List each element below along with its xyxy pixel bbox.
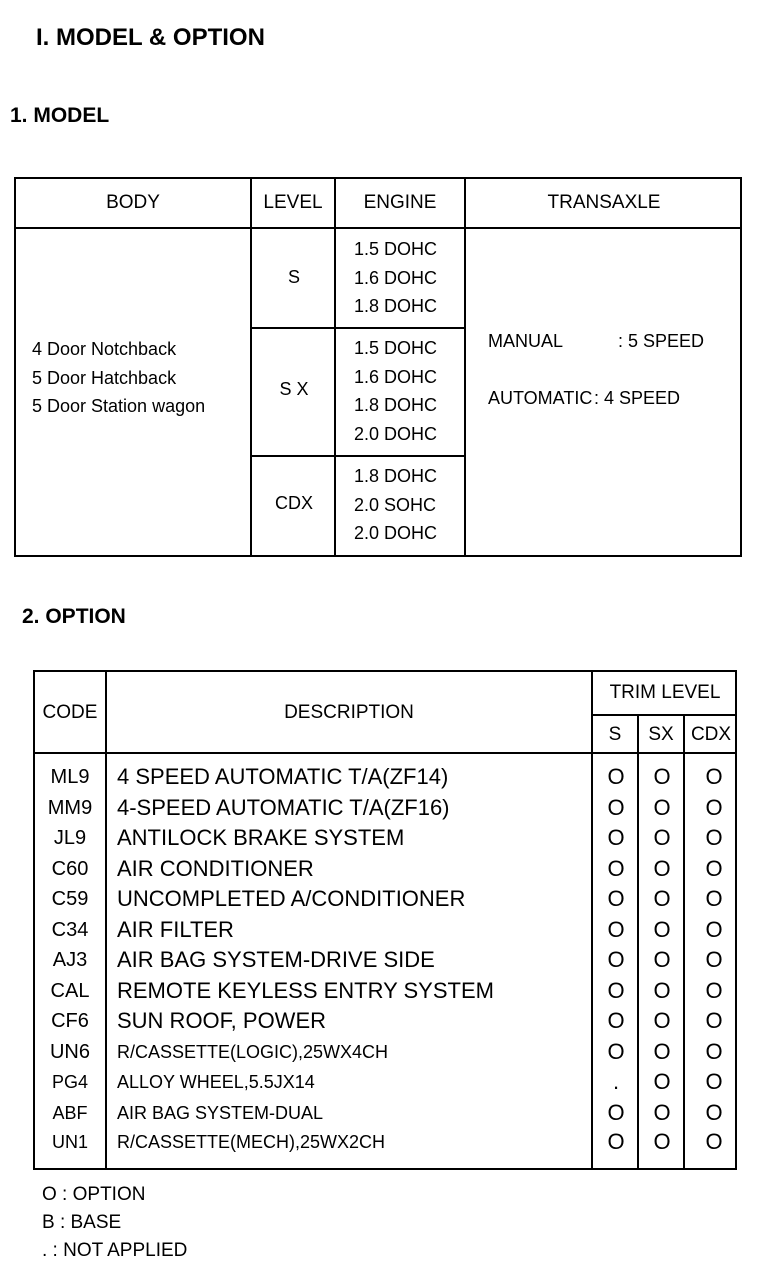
trim-sx-cell: O — [653, 1129, 671, 1154]
description-cell: R/CASSETTE(LOGIC),25WX4CH — [117, 1041, 389, 1062]
description-cell: ALLOY WHEEL,5.5JX14 — [117, 1072, 315, 1092]
table-row — [35, 1067, 735, 1098]
trim-cdx-cell: O — [705, 1008, 723, 1033]
description-cell: AIR FILTER — [117, 916, 234, 942]
description-cell: AIR BAG SYSTEM-DRIVE SIDE — [117, 947, 435, 972]
engines-s — [354, 235, 437, 321]
engine-item: 2.0 SOHC — [354, 494, 437, 515]
trim-cdx-cell: O — [705, 855, 723, 881]
trim-cdx-cell: O — [705, 794, 723, 820]
table-row — [35, 793, 735, 824]
engine-item: 1.8 DOHC — [354, 296, 438, 316]
code-cell: CAL — [50, 979, 90, 1002]
code-cell: UN1 — [51, 1132, 88, 1152]
trim-cdx-cell: O — [705, 916, 723, 942]
trim-cdx-cell: O — [705, 764, 723, 789]
table-row — [35, 915, 735, 946]
code-cell: UN6 — [49, 1040, 90, 1063]
level-cdx: CDX — [274, 493, 313, 513]
trim-s-cell: O — [607, 886, 625, 911]
code-cell: C59 — [51, 888, 89, 910]
header-code: CODE — [42, 702, 98, 723]
description-cell: REMOTE KEYLESS ENTRY SYSTEM — [117, 977, 494, 1003]
description-cell: UNCOMPLETED A/CONDITIONER — [117, 886, 466, 911]
table-row — [35, 884, 735, 915]
code-cell: JL9 — [53, 827, 87, 849]
legend-not-applied: . : NOT APPLIED — [42, 1240, 188, 1261]
code-cell: MM9 — [47, 796, 93, 819]
header-trim-level: TRIM LEVEL — [609, 682, 721, 703]
trim-sx-cell: O — [653, 794, 671, 820]
model-table — [14, 177, 742, 557]
trim-s-cell: O — [607, 855, 625, 881]
trim-sx-cell: O — [653, 1099, 671, 1125]
description-cell: 4-SPEED AUTOMATIC T/A(ZF16) — [117, 794, 450, 820]
trim-sx-cell: O — [653, 886, 671, 911]
engines-sx — [354, 334, 437, 448]
transaxle-auto-label: AUTOMATIC — [488, 388, 593, 408]
trim-sx-cell: O — [653, 764, 671, 789]
table-row — [35, 1127, 735, 1158]
trim-cdx-cell: O — [705, 1099, 723, 1125]
table-row — [35, 976, 735, 1007]
header-level: LEVEL — [263, 192, 323, 213]
trim-s-cell: O — [607, 825, 625, 850]
code-cell: PG4 — [51, 1072, 89, 1092]
table-row — [35, 854, 735, 885]
table-row — [35, 1006, 735, 1037]
description-cell: R/CASSETTE(MECH),25WX2CH — [117, 1132, 386, 1152]
body-item: 4 Door Notchback — [32, 339, 177, 359]
trim-s-cell: . — [612, 1069, 620, 1094]
engine-item: 2.0 DOHC — [354, 423, 438, 444]
header-description: DESCRIPTION — [284, 702, 414, 723]
transaxle-manual-label: MANUAL — [488, 331, 564, 351]
header-cdx: CDX — [690, 724, 732, 745]
trim-sx-cell: O — [653, 1038, 671, 1064]
trim-cdx-cell: O — [705, 1038, 723, 1064]
header-body: BODY — [106, 192, 160, 213]
trim-sx-cell: O — [653, 825, 671, 850]
body-list — [32, 335, 205, 421]
description-cell: ANTILOCK BRAKE SYSTEM — [117, 825, 405, 850]
option-heading: 2. OPTION — [22, 605, 126, 628]
table-row — [35, 1098, 735, 1129]
code-cell: C34 — [51, 918, 89, 941]
engines-cdx — [354, 462, 437, 548]
table-row — [35, 945, 735, 976]
trim-s-cell: O — [607, 1038, 625, 1064]
code-cell: AJ3 — [52, 949, 88, 971]
trim-s-cell: O — [607, 794, 625, 820]
trim-s-cell: O — [607, 764, 625, 789]
header-s: S — [608, 724, 622, 745]
engine-item: 1.6 DOHC — [354, 366, 438, 387]
page-title: I. MODEL & OPTION — [36, 24, 265, 51]
trim-s-cell: O — [607, 1008, 625, 1033]
trim-sx-cell: O — [653, 977, 671, 1003]
code-cell: ABF — [52, 1102, 88, 1123]
trim-cdx-cell: O — [705, 825, 723, 850]
engine-item: 1.5 DOHC — [354, 239, 438, 259]
trim-cdx-cell: O — [705, 947, 723, 972]
engine-item: 1.5 DOHC — [354, 338, 438, 358]
description-cell: AIR CONDITIONER — [117, 855, 314, 881]
table-row — [35, 762, 735, 793]
trim-s-cell: O — [607, 1129, 625, 1154]
trim-sx-cell: O — [653, 1069, 671, 1094]
description-cell: SUN ROOF, POWER — [117, 1008, 327, 1033]
table-row — [35, 823, 735, 854]
header-transaxle: TRANSAXLE — [547, 192, 661, 213]
model-heading: 1. MODEL — [10, 104, 110, 127]
trim-cdx-cell: O — [705, 1069, 723, 1094]
trim-sx-cell: O — [653, 1008, 671, 1033]
description-cell: AIR BAG SYSTEM-DUAL — [117, 1102, 324, 1123]
trim-sx-cell: O — [653, 855, 671, 881]
transaxle-manual-value: : 5 SPEED — [618, 331, 705, 351]
legend-option: O : OPTION — [42, 1184, 146, 1205]
code-cell: CF6 — [51, 1010, 89, 1032]
body-item: 5 Door Station wagon — [32, 396, 206, 416]
body-item: 5 Door Hatchback — [32, 367, 177, 388]
engine-item: 1.6 DOHC — [354, 267, 438, 288]
trim-s-cell: O — [607, 947, 625, 972]
code-cell: ML9 — [50, 766, 90, 788]
engine-item: 1.8 DOHC — [354, 466, 438, 486]
trim-sx-cell: O — [653, 916, 671, 942]
trim-s-cell: O — [607, 916, 625, 942]
code-cell: C60 — [51, 857, 89, 880]
engine-item: 1.8 DOHC — [354, 395, 438, 415]
engine-item: 2.0 DOHC — [354, 523, 438, 543]
trim-s-cell: O — [607, 1099, 625, 1125]
description-cell: 4 SPEED AUTOMATIC T/A(ZF14) — [117, 764, 449, 789]
transaxle-auto-value: : 4 SPEED — [594, 388, 681, 408]
header-sx: SX — [648, 724, 674, 745]
table-row — [35, 1037, 735, 1068]
trim-cdx-cell: O — [705, 1129, 723, 1154]
legend-base: B : BASE — [42, 1212, 122, 1233]
trim-cdx-cell: O — [705, 977, 723, 1003]
trim-sx-cell: O — [653, 947, 671, 972]
header-engine: ENGINE — [363, 192, 437, 213]
level-s: S — [287, 267, 300, 287]
level-sx: S X — [279, 379, 309, 399]
option-table — [33, 670, 737, 1170]
trim-s-cell: O — [607, 977, 625, 1003]
trim-cdx-cell: O — [705, 886, 723, 911]
